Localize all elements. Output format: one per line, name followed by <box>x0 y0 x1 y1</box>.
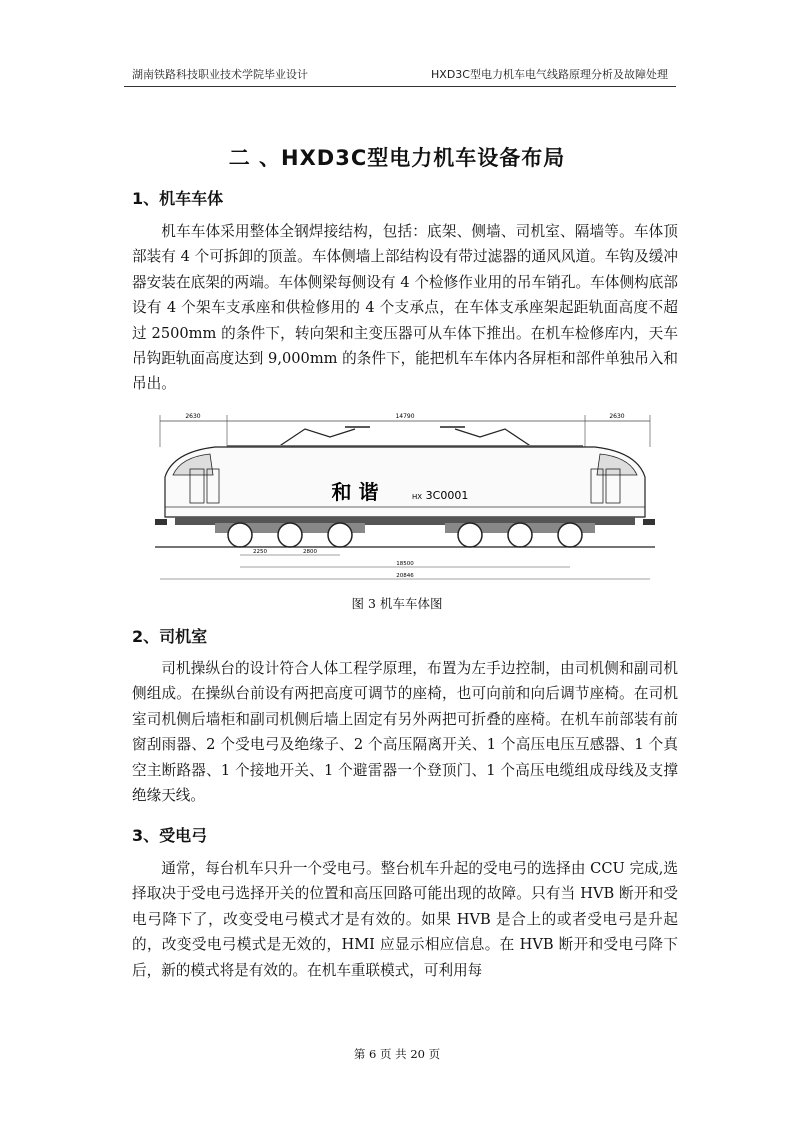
dim-total2: 20846 <box>396 573 414 579</box>
section-text-cab: 司机操纵台的设计符合人体工程学原理，布置为左手边控制，由司机侧和副司机侧组成。在操纵台前设有两把高度可调节的座椅，也可向前和向后调节座椅。在司机室司机侧后墙柜和副司机侧后墙上固定有另外两把可折叠的座椅。在机车前部装有前窗刮雨器、2 个受电弓及绝缘子、2 个高压隔离开关、1 个高压电压互感器、1 个真空主断路器、1 个接地开关、1 个避雷器一个登顶门、1 个高压电缆组成母线及支撑绝缘天线。 <box>132 660 678 805</box>
dim-left: 2630 <box>185 413 201 420</box>
dim-mid: 14790 <box>395 413 415 420</box>
model-prefix: HX <box>411 493 423 501</box>
section-heading-body: 1、机车车体 <box>132 189 224 208</box>
header-right: HXD3C型电力机车电气线路原理分析及故障处理 <box>431 68 668 81</box>
section-heading-cab: 2、司机室 <box>132 627 208 646</box>
section-heading-pantograph: 3、受电弓 <box>132 826 208 845</box>
dim-axle2: 2800 <box>303 549 317 555</box>
dim-total1: 18500 <box>396 561 414 567</box>
dim-right: 2630 <box>609 413 625 420</box>
section-text-body: 机车车体采用整体全钢焊接结构，包括：底架、侧墙、司机室、隔墙等。车体顶部装有 4 个可拆卸的顶盖。车体侧墙上部结构设有带过滤器的通风风道。车钩及缓冲器安装在底架的两端。车体侧梁每侧设有 4 个检修作业用的吊车销孔。车体侧构底部设有 4 个架车支承座和供检修用的 4 个支承点，在车体支承座架起距轨面高度不超过 2500mm 的条件下，转向架和主变压器可从车体下推出。在机车检修库内，天车吊钩距轨面高度达到 9,000mm 的条件下，能把机车车体内各屏柜和部件单独吊入和吊出。 <box>132 223 678 393</box>
page-footer: 第 6 页 共 20 页 <box>353 1047 441 1061</box>
dim-axle1: 2250 <box>253 549 267 555</box>
figure-caption: 图 3 机车车体图 <box>351 596 443 611</box>
page-title: 二 、HXD3C型电力机车设备布局 <box>228 146 566 170</box>
section-text-pantograph: 通常，每台机车只升一个受电弓。整台机车升起的受电弓的选择由 CCU 完成,选择取决于受电弓选择开关的位置和高压回路可能出现的故障。只有当 HVB 断开和受电弓降下了，改变受电弓模式才是有效的。如果 HVB 是合上的或者受电弓是升起的，改变受电弓模式是无效的，HMI 应显示相应信息。在 HVB 断开和受电弓降下后，新的模式将是有效的。在机车重联模式，可利用每 <box>132 860 678 979</box>
locomotive-diagram <box>155 407 655 587</box>
name-plate: 和 谐 <box>331 480 379 504</box>
loco-number: 3C0001 <box>425 489 469 502</box>
header-divider <box>124 86 676 87</box>
header-left: 湖南铁路科技职业技术学院毕业设计 <box>132 68 308 81</box>
